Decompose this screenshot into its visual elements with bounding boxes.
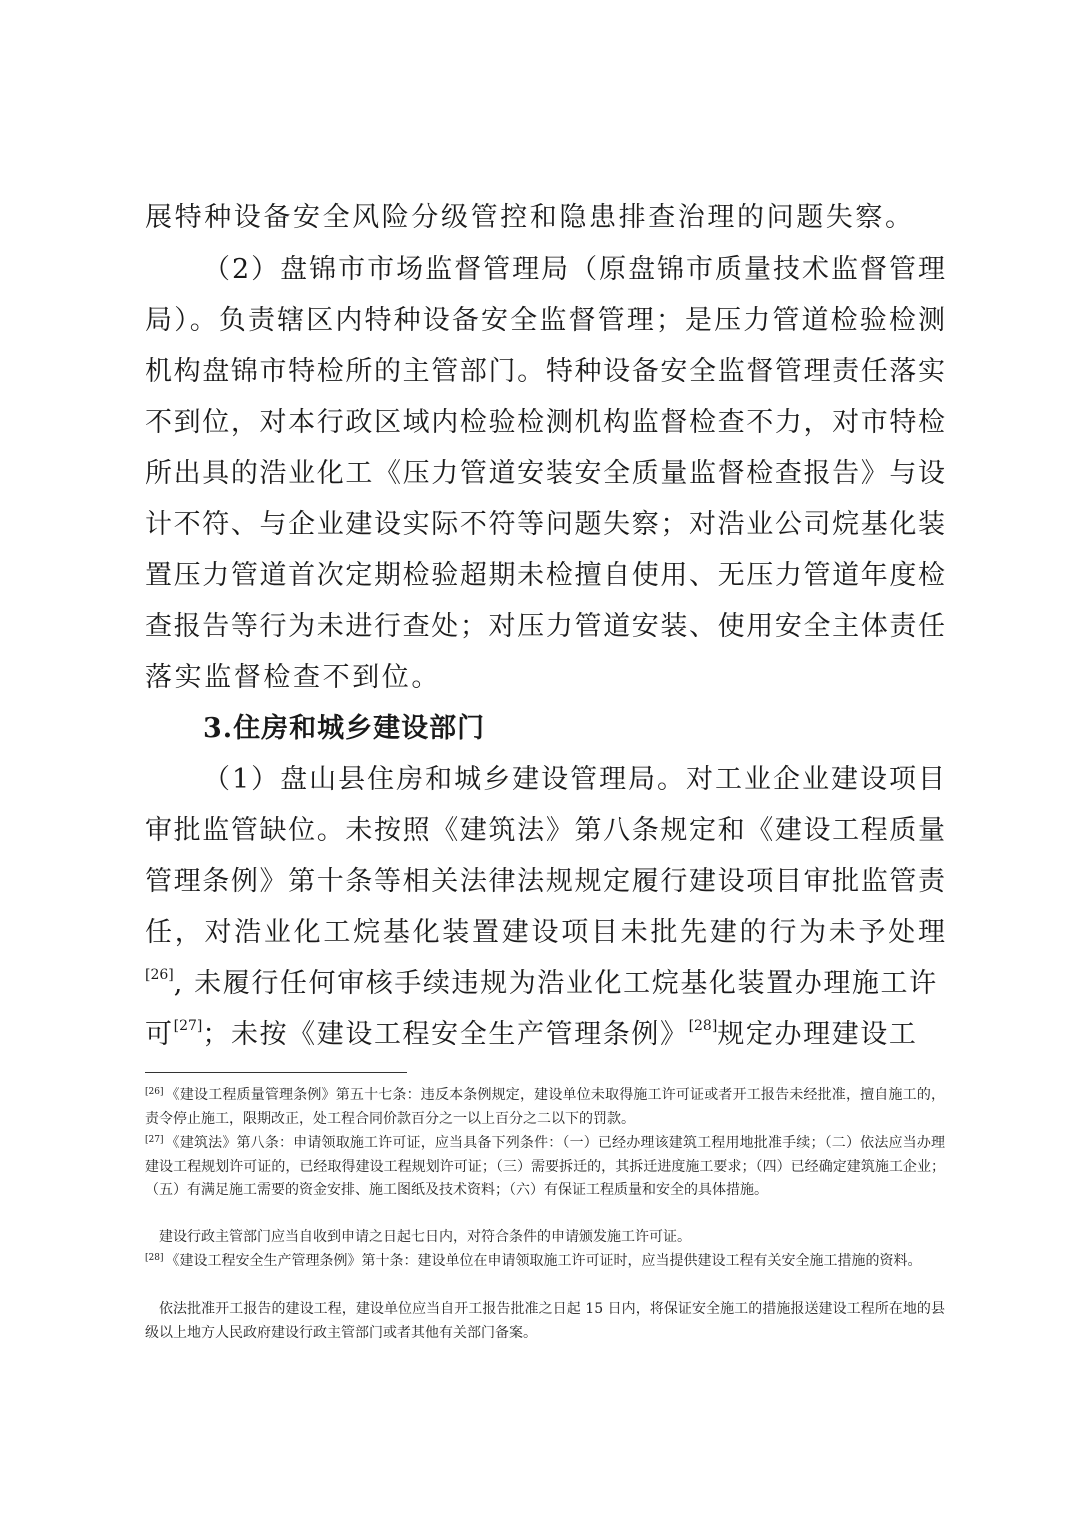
footnote-27	[145, 1132, 945, 1203]
section-line-6-b: ；未按《建设工程安全生产管理条例》	[202, 1019, 689, 1050]
body-line-3: 局）。负责辖区内特种设备安全监督管理；是压力管道检验检测	[145, 305, 945, 336]
section-heading: 3.住房和城乡建设部门	[203, 713, 486, 744]
section-line-5	[145, 962, 945, 1006]
section-line-2: 审批监管缺位。未按照《建筑法》第八条规定和《建设工程质量	[145, 815, 945, 846]
footnote-27-mark: [27]	[145, 1135, 164, 1145]
body-line-5: 不到位，对本行政区域内检验检测机构监督检查不力，对市特检	[145, 407, 945, 438]
footnote-26-mark: [26]	[145, 1087, 164, 1097]
citation-ref-27: [27]	[173, 1018, 203, 1034]
footnote-28	[145, 1250, 945, 1274]
section-line-1: （1）盘山县住房和城乡建设管理局。对工业企业建设项目	[203, 764, 945, 795]
body-line-10: 落实监督检查不到位。	[145, 662, 441, 693]
footnote-28-text: 《建设工程安全生产管理条例》第十条：建设单位在申请领取施工许可证时，应当提供建设工程有关安全施工措施的资料。	[165, 1253, 922, 1269]
section-line-6-a: 可	[145, 1019, 174, 1050]
footnote-26	[145, 1084, 945, 1131]
citation-ref-28: [28]	[688, 1018, 718, 1034]
section-line-6-c: 规定办理建设工	[717, 1019, 918, 1050]
section-line-6	[145, 1013, 945, 1057]
body-line-6: 所出具的浩业化工《压力管道安装安全质量监督检查报告》与设	[145, 458, 945, 489]
citation-ref-26: [26]	[145, 967, 174, 983]
section-line-4: 任，对浩业化工烷基化装置建设项目未批先建的行为未予处理	[145, 917, 945, 948]
body-line-8: 置压力管道首次定期检验超期未检擅自使用、无压力管道年度检	[145, 560, 945, 591]
body-line-1: 展特种设备安全风险分级管控和隐患排查治理的问题失察。	[145, 202, 915, 233]
section-line-5-text: , 未履行任何审核手续违规为浩业化工烷基化装置办理施工许	[173, 968, 938, 999]
footnote-27-text: 《建筑法》第八条：申请领取施工许可证，应当具备下列条件：（一）已经办理该建筑工程用地批准手续；（二）依法应当办理建设工程规划许可证的，已经取得建设工程规划许可证；（三）需要拆迁的，其拆迁进度施工要求；（四）已经确定建筑施工企业；（五）有满足施工需要的资金安排、施工图纸及技术资料；（六）有保证工程质量和安全的具体措施。	[145, 1135, 945, 1198]
body-line-9: 查报告等行为未进行查处；对压力管道安装、使用安全主体责任	[145, 611, 945, 642]
footnote-27-para2: 建设行政主管部门应当自收到申请之日起七日内，对符合条件的申请颁发施工许可证。	[159, 1229, 691, 1245]
footnote-28-mark: [28]	[145, 1253, 164, 1263]
section-line-3: 管理条例》第十条等相关法律法规规定履行建设项目审批监管责	[145, 866, 945, 897]
body-line-7: 计不符、与企业建设实际不符等问题失察；对浩业公司烷基化装	[145, 509, 945, 540]
footnote-28-para2: 依法批准开工报告的建设工程，建设单位应当自开工报告批准之日起 15 日内，将保证安全施工的措施报送建设工程所在地的县级以上地方人民政府建设行政主管部门或者其他有关部门备案。	[145, 1301, 945, 1341]
footnote-separator	[145, 1072, 407, 1073]
footnote-26-text: 《建设工程质量管理条例》第五十七条：违反本条例规定，建设单位未取得施工许可证或者开工报告未经批准，擅自施工的，责令停止施工，限期改正，处工程合同价款百分之一以上百分之二以下的罚款。	[145, 1087, 945, 1127]
body-line-2: （2）盘锦市市场监督管理局（原盘锦市质量技术监督管理	[203, 254, 945, 285]
body-line-4: 机构盘锦市特检所的主管部门。特种设备安全监督管理责任落实	[145, 356, 945, 387]
